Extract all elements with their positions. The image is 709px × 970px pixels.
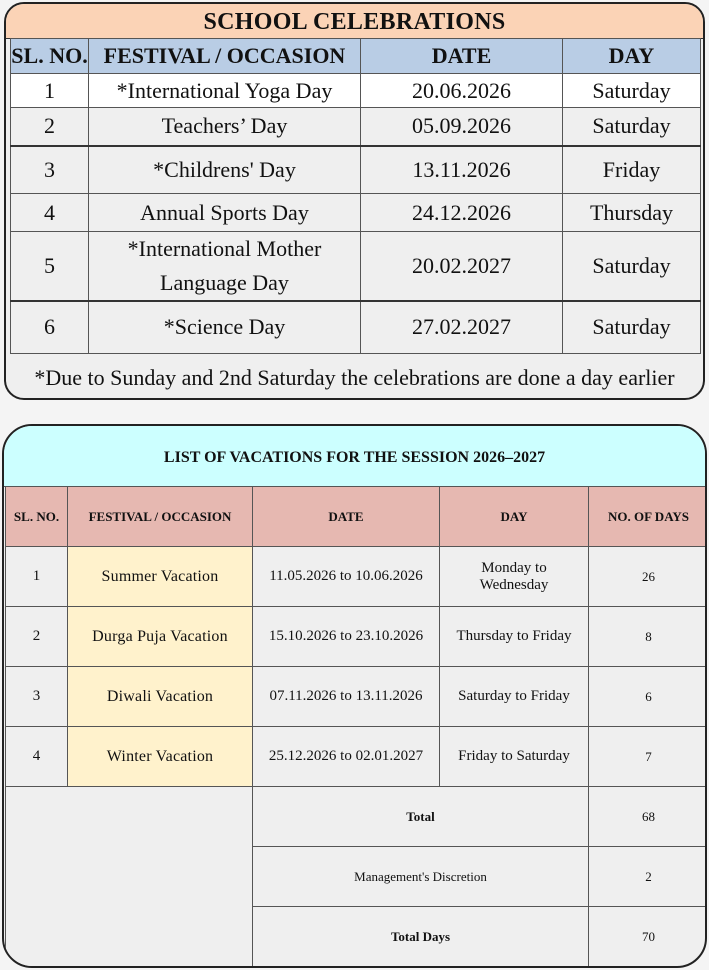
header-sl-no: SL. NO. (6, 487, 68, 547)
table-row (11, 74, 701, 108)
cell-days: 8 (589, 607, 708, 667)
total-value: 68 (589, 787, 708, 847)
cell-date: 20.02.2027 (361, 232, 563, 302)
header-date: DATE (361, 39, 563, 74)
cell-day (440, 547, 589, 607)
cell-festival (89, 232, 361, 302)
table-row (6, 607, 708, 667)
summary-row-total (6, 787, 708, 847)
cell-festival: Durga Puja Vacation (68, 607, 253, 667)
festival-line-2: Language Day (160, 270, 289, 295)
total-label: Total (253, 787, 589, 847)
header-day: DAY (563, 39, 701, 74)
cell-date: 07.11.2026 to 13.11.2026 (253, 667, 440, 727)
day-line-1: Monday to (481, 559, 547, 576)
table-row (6, 667, 708, 727)
header-festival: FESTIVAL / OCCASION (89, 39, 361, 74)
cell-day: Saturday (563, 301, 701, 353)
cell-festival: *International Yoga Day (89, 74, 361, 108)
cell-days: 7 (589, 727, 708, 787)
vacations-table (5, 486, 707, 967)
header-day: DAY (440, 487, 589, 547)
cell-day: Saturday (563, 232, 701, 302)
celebrations-table (10, 38, 701, 354)
cell-date: 25.12.2026 to 02.01.2027 (253, 727, 440, 787)
cell-sl: 5 (11, 232, 89, 302)
cell-days: 6 (589, 667, 708, 727)
cell-sl: 2 (11, 108, 89, 146)
discretion-value: 2 (589, 847, 708, 907)
blank-cell (6, 787, 253, 967)
table-row (11, 194, 701, 232)
celebrations-header-row (11, 39, 701, 74)
table-row (11, 146, 701, 194)
cell-day: Friday to Saturday (440, 727, 589, 787)
cell-date: 11.05.2026 to 10.06.2026 (253, 547, 440, 607)
cell-festival: Teachers’ Day (89, 108, 361, 146)
cell-festival: Diwali Vacation (68, 667, 253, 727)
cell-day: Friday (563, 146, 701, 194)
cell-day: Thursday (563, 194, 701, 232)
total-days-label: Total Days (253, 907, 589, 967)
cell-sl: 1 (11, 74, 89, 108)
cell-festival: Summer Vacation (68, 547, 253, 607)
vacations-title: LIST OF VACATIONS FOR THE SESSION 2026–2027 (4, 426, 705, 487)
table-row (6, 727, 708, 787)
header-festival: FESTIVAL / OCCASION (68, 487, 253, 547)
vacations-card (2, 424, 707, 968)
cell-days: 26 (589, 547, 708, 607)
cell-day: Saturday (563, 108, 701, 146)
cell-festival: Winter Vacation (68, 727, 253, 787)
cell-sl: 4 (11, 194, 89, 232)
cell-day: Saturday (563, 74, 701, 108)
cell-date: 13.11.2026 (361, 146, 563, 194)
discretion-label: Management's Discretion (253, 847, 589, 907)
cell-festival: Annual Sports Day (89, 194, 361, 232)
cell-date: 24.12.2026 (361, 194, 563, 232)
celebrations-title: SCHOOL CELEBRATIONS (6, 4, 703, 39)
celebrations-card (4, 2, 705, 400)
cell-festival: *Childrens' Day (89, 146, 361, 194)
cell-day: Thursday to Friday (440, 607, 589, 667)
cell-sl: 1 (6, 547, 68, 607)
header-no-of-days: NO. OF DAYS (589, 487, 708, 547)
cell-sl: 6 (11, 301, 89, 353)
vacations-header-row (6, 487, 708, 547)
cell-sl: 3 (11, 146, 89, 194)
festival-line-1: *International Mother (127, 236, 322, 261)
total-days-value: 70 (589, 907, 708, 967)
table-row (11, 232, 701, 302)
header-sl-no: SL. NO. (11, 39, 89, 74)
cell-day: Saturday to Friday (440, 667, 589, 727)
celebrations-note: *Due to Sunday and 2nd Saturday the celebrations are done a day earlier (34, 365, 675, 390)
cell-sl: 4 (6, 727, 68, 787)
cell-date: 15.10.2026 to 23.10.2026 (253, 607, 440, 667)
header-date: DATE (253, 487, 440, 547)
cell-date: 20.06.2026 (361, 74, 563, 108)
table-row (6, 547, 708, 607)
day-line-2: Wednesday (479, 576, 549, 593)
table-row (11, 301, 701, 353)
cell-sl: 2 (6, 607, 68, 667)
cell-sl: 3 (6, 667, 68, 727)
cell-date: 27.02.2027 (361, 301, 563, 353)
table-row (11, 108, 701, 146)
cell-date: 05.09.2026 (361, 108, 563, 146)
cell-festival: *Science Day (89, 301, 361, 353)
